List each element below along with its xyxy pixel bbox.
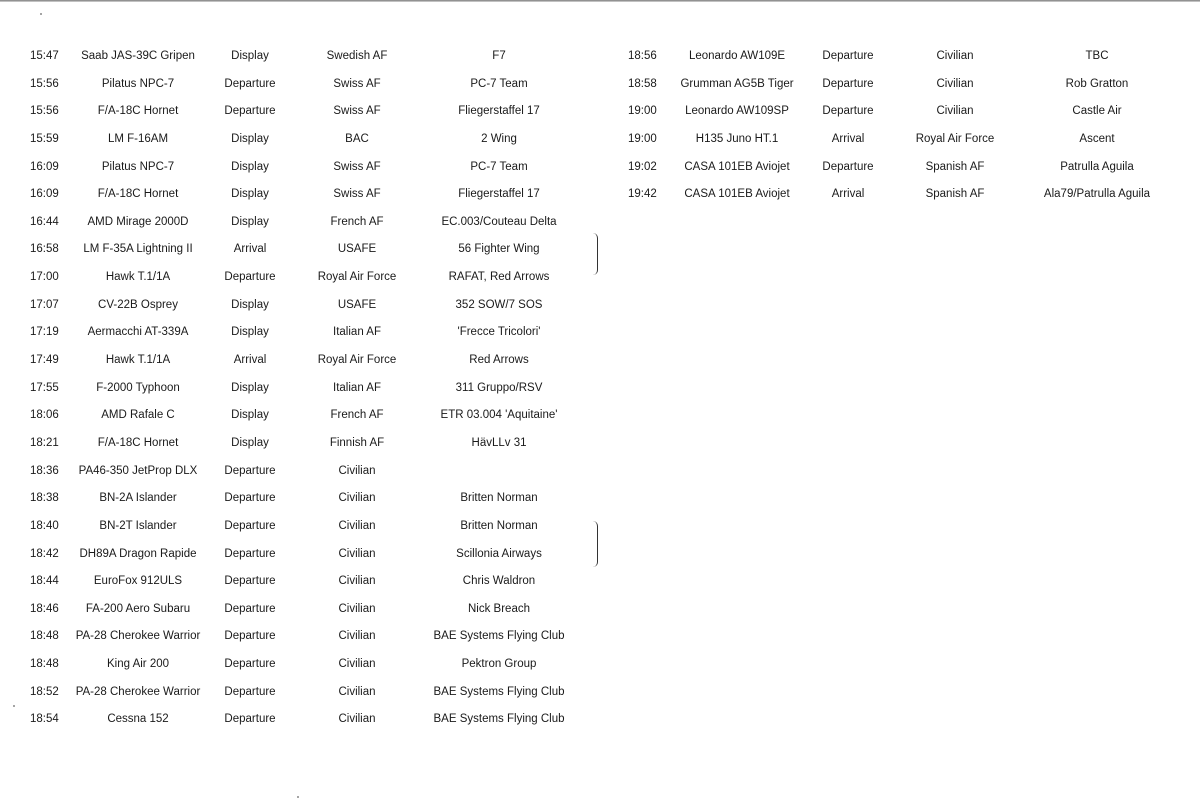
schedule-aircraft: FA-200 Aero Subaru xyxy=(85,602,191,615)
schedule-aircraft: EuroFox 912ULS xyxy=(93,575,183,588)
schedule-type: Display xyxy=(231,436,269,449)
schedule-type: Departure xyxy=(224,464,276,477)
schedule-unit: Fliegerstaffel 17 xyxy=(458,188,540,201)
schedule-time: 18:21 xyxy=(30,436,59,449)
schedule-operator: Civilian xyxy=(338,575,376,588)
schedule-aircraft: Aermacchi AT-339A xyxy=(87,326,189,339)
schedule-type: Departure xyxy=(224,519,276,532)
schedule-time: 18:48 xyxy=(30,658,59,671)
schedule-operator: Spanish AF xyxy=(925,188,985,201)
schedule-operator: Civilian xyxy=(338,492,376,505)
schedule-time: 15:56 xyxy=(30,105,59,118)
scan-speck xyxy=(297,796,299,798)
schedule-unit: 56 Fighter Wing xyxy=(458,243,540,256)
schedule-operator: Civilian xyxy=(338,464,376,477)
schedule-unit: RAFAT, Red Arrows xyxy=(448,271,550,284)
schedule-operator: Civilian xyxy=(338,630,376,643)
schedule-unit: Fliegerstaffel 17 xyxy=(458,105,540,118)
schedule-unit: BAE Systems Flying Club xyxy=(433,630,565,643)
schedule-unit: Red Arrows xyxy=(469,354,529,367)
schedule-time: 16:44 xyxy=(30,215,59,228)
schedule-unit: 'Frecce Tricolori' xyxy=(457,326,541,339)
schedule-unit: Castle Air xyxy=(1072,105,1122,118)
schedule-aircraft: Hawk T.1/1A xyxy=(105,354,171,367)
schedule-operator: Swiss AF xyxy=(333,188,381,201)
schedule-time: 18:06 xyxy=(30,409,59,422)
schedule-aircraft: Hawk T.1/1A xyxy=(105,271,171,284)
schedule-time: 16:58 xyxy=(30,243,59,256)
schedule-aircraft: LM F-16AM xyxy=(107,132,169,145)
schedule-aircraft: Leonardo AW109SP xyxy=(685,105,789,118)
schedule-time: 17:55 xyxy=(30,381,59,394)
schedule-operator: USAFE xyxy=(337,298,377,311)
schedule-type: Departure xyxy=(224,658,276,671)
scan-speck xyxy=(40,13,42,15)
schedule-operator: Finnish AF xyxy=(329,436,385,449)
schedule-type: Departure xyxy=(822,50,874,62)
schedule-time: 19:00 xyxy=(628,105,657,118)
schedule-aircraft: PA-28 Cherokee Warrior xyxy=(75,630,201,643)
schedule-time: 16:09 xyxy=(30,160,59,173)
schedule-operator: Royal Air Force xyxy=(317,354,397,367)
schedule-operator: Swiss AF xyxy=(333,160,381,173)
schedule-operator: Civilian xyxy=(338,547,376,560)
schedule-aircraft: King Air 200 xyxy=(106,658,170,671)
schedule-aircraft: F/A-18C Hornet xyxy=(97,105,179,118)
scan-speck xyxy=(13,705,15,707)
schedule-time: 18:48 xyxy=(30,630,59,643)
schedule-type: Display xyxy=(231,381,269,394)
schedule-type: Departure xyxy=(224,713,276,726)
schedule-operator: Civilian xyxy=(338,519,376,532)
schedule-time: 18:52 xyxy=(30,685,59,698)
schedule-aircraft: CV-22B Osprey xyxy=(98,298,178,311)
schedule-time: 17:49 xyxy=(30,354,59,367)
handwritten-bracket xyxy=(592,233,598,275)
schedule-unit: Ala79/Patrulla Aguila xyxy=(1043,188,1151,201)
schedule-unit: Rob Gratton xyxy=(1065,77,1129,90)
schedule-operator: Italian AF xyxy=(333,326,381,339)
schedule-unit: Chris Waldron xyxy=(462,575,536,588)
schedule-operator: Civilian xyxy=(936,105,974,118)
schedule-type: Display xyxy=(231,132,269,145)
schedule-time: 16:09 xyxy=(30,188,59,201)
schedule-type: Arrival xyxy=(233,243,267,256)
schedule-aircraft: LM F-35A Lightning II xyxy=(83,243,193,256)
schedule-operator: Civilian xyxy=(338,685,376,698)
schedule-unit: Britten Norman xyxy=(460,519,538,532)
schedule-type: Departure xyxy=(224,547,276,560)
schedule-type: Departure xyxy=(822,160,874,173)
schedule-operator: Royal Air Force xyxy=(317,271,397,284)
schedule-aircraft: F/A-18C Hornet xyxy=(97,188,179,201)
schedule-aircraft: BN-2A Islander xyxy=(99,492,177,505)
schedule-unit: ETR 03.004 'Aquitaine' xyxy=(440,409,558,422)
schedule-operator: USAFE xyxy=(337,243,377,256)
schedule-unit: Nick Breach xyxy=(468,602,530,615)
schedule-time: 18:40 xyxy=(30,519,59,532)
schedule-time: 19:42 xyxy=(628,188,657,201)
schedule-operator: French AF xyxy=(330,215,384,228)
schedule-aircraft: Grumman AG5B Tiger xyxy=(680,77,794,90)
schedule-unit: PC-7 Team xyxy=(470,160,528,173)
schedule-operator: BAC xyxy=(345,132,369,145)
schedule-operator: Civilian xyxy=(936,77,974,90)
schedule-type: Display xyxy=(231,50,269,62)
schedule-aircraft: Saab JAS-39C Gripen xyxy=(81,50,195,62)
schedule-unit: TBC xyxy=(1085,50,1109,62)
schedule-type: Departure xyxy=(224,271,276,284)
schedule-type: Departure xyxy=(822,77,874,90)
schedule-aircraft: AMD Rafale C xyxy=(101,409,175,422)
schedule-unit: BAE Systems Flying Club xyxy=(433,685,565,698)
schedule-operator: Royal Air Force xyxy=(915,132,995,145)
schedule-type: Departure xyxy=(224,492,276,505)
schedule-time: 18:44 xyxy=(30,575,59,588)
schedule-aircraft: CASA 101EB Aviojet xyxy=(684,188,790,201)
schedule-time: 18:36 xyxy=(30,464,59,477)
schedule-operator: Spanish AF xyxy=(925,160,985,173)
schedule-unit: PC-7 Team xyxy=(470,77,528,90)
schedule-aircraft: DH89A Dragon Rapide xyxy=(79,547,197,560)
schedule-type: Departure xyxy=(822,105,874,118)
schedule-type: Departure xyxy=(224,77,276,90)
schedule-type: Display xyxy=(231,409,269,422)
schedule-operator: Italian AF xyxy=(333,381,381,394)
schedule-time: 18:42 xyxy=(30,547,59,560)
schedule-operator: Swedish AF xyxy=(326,50,388,62)
schedule-time: 19:00 xyxy=(628,132,657,145)
schedule-type: Departure xyxy=(224,630,276,643)
schedule-time: 18:56 xyxy=(628,50,657,62)
schedule-time: 18:58 xyxy=(628,77,657,90)
schedule-time: 18:54 xyxy=(30,713,59,726)
schedule-type: Arrival xyxy=(831,188,865,201)
schedule-type: Departure xyxy=(224,602,276,615)
schedule-unit: Pektron Group xyxy=(461,658,537,671)
schedule-type: Display xyxy=(231,298,269,311)
schedule-unit: Britten Norman xyxy=(460,492,538,505)
schedule-operator: Swiss AF xyxy=(333,105,381,118)
schedule-aircraft: F/A-18C Hornet xyxy=(97,436,179,449)
schedule-aircraft: Leonardo AW109E xyxy=(688,50,786,62)
schedule-type: Display xyxy=(231,188,269,201)
schedule-type: Departure xyxy=(224,685,276,698)
schedule-time: 18:46 xyxy=(30,602,59,615)
schedule-operator: Civilian xyxy=(936,50,974,62)
schedule-time: 15:59 xyxy=(30,132,59,145)
schedule-aircraft: BN-2T Islander xyxy=(99,519,177,532)
schedule-unit: EC.003/Couteau Delta xyxy=(441,215,557,228)
schedule-time: 18:38 xyxy=(30,492,59,505)
schedule-aircraft: PA46-350 JetProp DLX xyxy=(78,464,198,477)
schedule-operator: Civilian xyxy=(338,713,376,726)
schedule-type: Departure xyxy=(224,575,276,588)
scan-edge xyxy=(0,0,1200,2)
schedule-operator: Civilian xyxy=(338,602,376,615)
schedule-time: 17:00 xyxy=(30,271,59,284)
schedule-unit: 352 SOW/7 SOS xyxy=(455,298,543,311)
schedule-aircraft: Pilatus NPC-7 xyxy=(101,77,175,90)
schedule-aircraft: F-2000 Typhoon xyxy=(96,381,180,394)
schedule-aircraft: AMD Mirage 2000D xyxy=(87,215,189,228)
schedule-operator: French AF xyxy=(330,409,384,422)
schedule-type: Display xyxy=(231,215,269,228)
schedule-aircraft: Pilatus NPC-7 xyxy=(101,160,175,173)
schedule-type: Arrival xyxy=(233,354,267,367)
schedule-type: Display xyxy=(231,326,269,339)
schedule-time: 15:47 xyxy=(30,50,59,62)
handwritten-bracket xyxy=(592,521,598,567)
schedule-time: 17:19 xyxy=(30,326,59,339)
schedule-unit: Ascent xyxy=(1079,132,1115,145)
schedule-time: 15:56 xyxy=(30,77,59,90)
schedule-unit: F7 xyxy=(492,50,506,62)
schedule-unit: 2 Wing xyxy=(481,132,517,145)
schedule-aircraft: PA-28 Cherokee Warrior xyxy=(75,685,201,698)
schedule-type: Arrival xyxy=(831,132,865,145)
schedule-operator: Swiss AF xyxy=(333,77,381,90)
schedule-unit: BAE Systems Flying Club xyxy=(433,713,565,726)
schedule-operator: Civilian xyxy=(338,658,376,671)
schedule-type: Departure xyxy=(224,105,276,118)
schedule-unit: Patrulla Aguila xyxy=(1060,160,1134,173)
schedule-aircraft: CASA 101EB Aviojet xyxy=(684,160,790,173)
schedule-type: Display xyxy=(231,160,269,173)
schedule-aircraft: H135 Juno HT.1 xyxy=(695,132,779,145)
schedule-unit: HävLLv 31 xyxy=(471,436,527,449)
schedule-time: 17:07 xyxy=(30,298,59,311)
schedule-unit: Scillonia Airways xyxy=(456,547,542,560)
schedule-aircraft: Cessna 152 xyxy=(107,713,169,726)
schedule-time: 19:02 xyxy=(628,160,657,173)
schedule-unit: 311 Gruppo/RSV xyxy=(455,381,543,394)
